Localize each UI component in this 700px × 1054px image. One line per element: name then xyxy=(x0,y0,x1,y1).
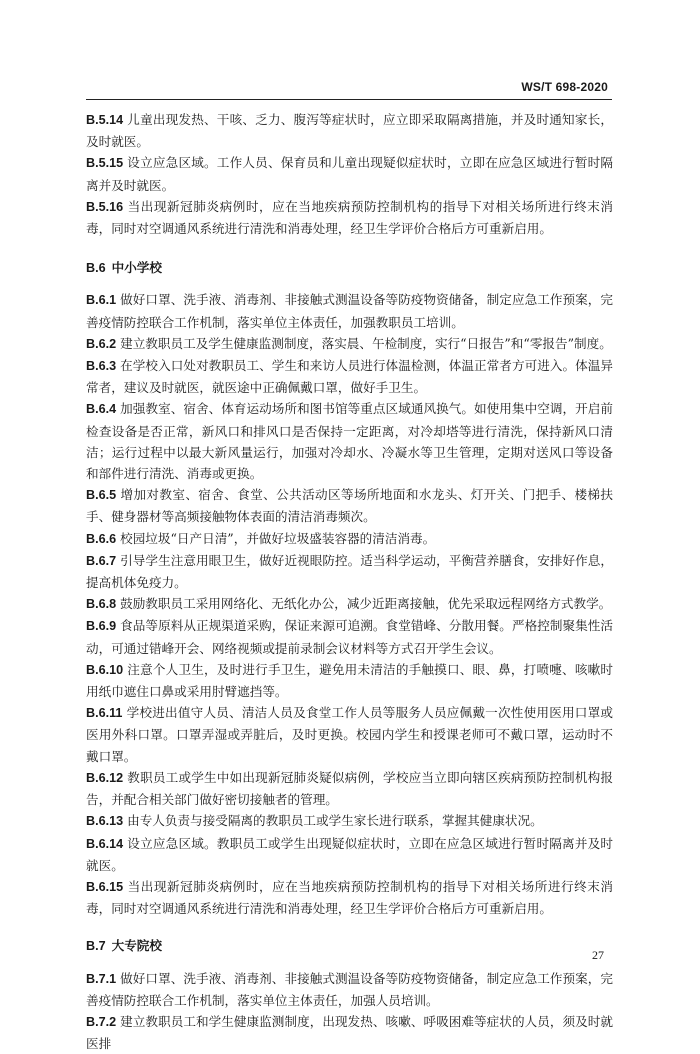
section-title: 大专院校 xyxy=(111,938,162,954)
clause-paragraph xyxy=(86,152,613,195)
clause-text: 儿童出现发热、干咳、乏力、腹泻等症状时，应立即采取隔离措施，并及时通知家长，及时就医。 xyxy=(86,112,613,150)
clause-number: B.6.5 xyxy=(86,488,117,503)
clause-paragraph xyxy=(86,810,613,832)
clause-paragraph xyxy=(86,593,613,615)
clause-number: B.6.1 xyxy=(86,293,117,308)
clause-paragraph xyxy=(86,528,613,550)
clause-paragraph xyxy=(86,550,613,593)
clause-text: 由专人负责与接受隔离的教职员工或学生家长进行联系，掌握其健康状况。 xyxy=(127,813,543,829)
clause-number: B.7.2 xyxy=(86,1014,117,1029)
clause-text: 设立应急区域。工作人员、保育员和儿童出现疑似症状时，立即在应急区域进行暂时隔离并及时就医。 xyxy=(86,155,613,193)
clause-paragraph xyxy=(86,196,613,239)
clause-text: 鼓励教职员工采用网络化、无纸化办公，减少近距离接触，优先采取远程网络方式教学。 xyxy=(120,596,612,612)
clause-number: B.6.12 xyxy=(86,770,124,785)
section-number: B.7 xyxy=(86,939,106,954)
clause-paragraph xyxy=(86,289,613,332)
clause-paragraph xyxy=(86,833,613,876)
clause-text: 注意个人卫生，及时进行手卫生，避免用未清洁的手触摸口、眼、鼻，打喷嚏、咳嗽时用纸巾遮住口鼻或采用肘臂遮挡等。 xyxy=(86,661,613,700)
clause-text: 做好口罩、洗手液、消毒剂、非接触式测温设备等防疫物资储备，制定应急工作预案，完善疫情防控联合工作机制，落实单位主体责任，加强人员培训。 xyxy=(86,970,613,1008)
clause-number: B.6.3 xyxy=(86,359,117,374)
clause-number: B.6.7 xyxy=(86,553,117,568)
clause-number: B.6.4 xyxy=(86,402,117,417)
clause-text: 当出现新冠肺炎病例时，应在当地疾病预防控制机构的指导下对相关场所进行终末消毒，同时对空调通风系统进行清洗和消毒处理，经卫生学评价合格后方可重新启用。 xyxy=(86,878,613,917)
clause-number: B.6.11 xyxy=(86,706,123,721)
clause-text: 在学校入口处对教职员工、学生和来访人员进行体温检测，体温正常者方可进入。体温异常者，建议及时就医，就医途中正确佩戴口罩，做好手卫生。 xyxy=(86,358,613,396)
clause-paragraph xyxy=(86,1011,613,1054)
section-number: B.6 xyxy=(86,261,106,276)
clause-number: B.6.14 xyxy=(86,836,124,851)
clause-number: B.5.16 xyxy=(86,199,124,214)
clause-text: 增加对教室、宿舍、食堂、公共活动区等场所地面和水龙头、灯开关、门把手、楼梯扶手、健身器材等高频接触物体表面的清洁消毒频次。 xyxy=(86,487,613,525)
clause-number: B.7.1 xyxy=(86,971,117,986)
clause-number: B.6.13 xyxy=(86,814,124,829)
section-heading xyxy=(86,257,613,279)
page-number: 27 xyxy=(592,948,604,962)
header-rule xyxy=(86,99,612,100)
clause-number: B.6.10 xyxy=(86,662,124,677)
clause-paragraph xyxy=(86,702,613,767)
clause-paragraph xyxy=(86,615,613,658)
section-title: 中小学校 xyxy=(111,260,162,276)
section-spacer xyxy=(86,919,613,925)
clause-paragraph xyxy=(86,398,613,484)
clause-text: 食品等原料从正规渠道采购，保证来源可追溯。食堂错峰、分散用餐。严格控制聚集性活动，可通过错峰开会、网络视频或提前录制会议材料等方式召开学生会议。 xyxy=(86,618,613,656)
clause-text: 建立教职员工及学生健康监测制度，落实晨、午检制度，实行“日报告”和“零报告”制度。 xyxy=(120,335,612,351)
clause-text: 学校进出值守人员、清洁人员及食堂工作人员等服务人员应佩戴一次性使用医用口罩或医用外科口罩。口罩弄湿或弄脏后，及时更换。校园内学生和授课老师可不戴口罩，运动时不戴口罩。 xyxy=(86,705,613,764)
section-heading xyxy=(86,935,613,957)
clause-number: B.6.15 xyxy=(86,879,124,894)
clause-text: 设立应急区域。教职员工或学生出现疑似症状时，立即在应急区域进行暂时隔离并及时就医。 xyxy=(86,835,613,873)
clause-number: B.6.2 xyxy=(86,336,117,351)
clause-text: 加强教室、宿舍、体育运动场所和图书馆等重点区域通风换气。如使用集中空调，开启前检查设备是否正常，新风口和排风口是否保持一定距离，对冷却塔等进行清洗，保持新风口清洁；运行过程中以最大新风量运行，加强对冷却水、冷凝水等卫生管理，定期对送风口等设备和部件进行清洗、消毒或更换。 xyxy=(86,401,613,482)
clause-number: B.6.9 xyxy=(86,619,117,634)
clause-paragraph xyxy=(86,355,613,398)
clause-text: 当出现新冠肺炎病例时，应在当地疾病预防控制机构的指导下对相关场所进行终末消毒，同时对空调通风系统进行清洗和消毒处理，经卫生学评价合格后方可重新启用。 xyxy=(86,198,613,237)
clause-paragraph xyxy=(86,767,613,810)
clause-paragraph xyxy=(86,968,613,1011)
clause-paragraph xyxy=(86,876,613,919)
clause-text: 教职员工或学生中如出现新冠肺炎疑似病例，学校应当立即向辖区疾病预防控制机构报告，并配合相关部门做好密切接触者的管理。 xyxy=(86,769,613,808)
clause-paragraph xyxy=(86,484,613,527)
clause-number: B.5.15 xyxy=(86,156,124,171)
clause-text: 校园垃圾“日产日清”，并做好垃圾盛装容器的清洁消毒。 xyxy=(120,530,436,546)
clause-number: B.5.14 xyxy=(86,113,124,127)
clause-paragraph xyxy=(86,333,613,355)
standard-code: WS/T 698-2020 xyxy=(521,80,608,94)
clause-paragraph xyxy=(86,109,613,152)
clause-text: 建立教职员工和学生健康监测制度，出现发热、咳嗽、呼吸困难等症状的人员，须及时就医排 xyxy=(86,1013,613,1052)
clause-text: 引导学生注意用眼卫生，做好近视眼防控。适当科学运动，平衡营养膳食，安排好作息，提高机体免疫力。 xyxy=(86,552,613,591)
clause-paragraph xyxy=(86,659,613,702)
clause-number: B.6.8 xyxy=(86,597,117,612)
body-text xyxy=(86,109,613,1054)
section-spacer xyxy=(86,239,613,247)
clause-text: 做好口罩、洗手液、消毒剂、非接触式测温设备等防疫物资储备，制定应急工作预案，完善疫情防控联合工作机制，落实单位主体责任，加强教职员工培训。 xyxy=(86,292,613,330)
clause-number: B.6.6 xyxy=(86,531,117,546)
